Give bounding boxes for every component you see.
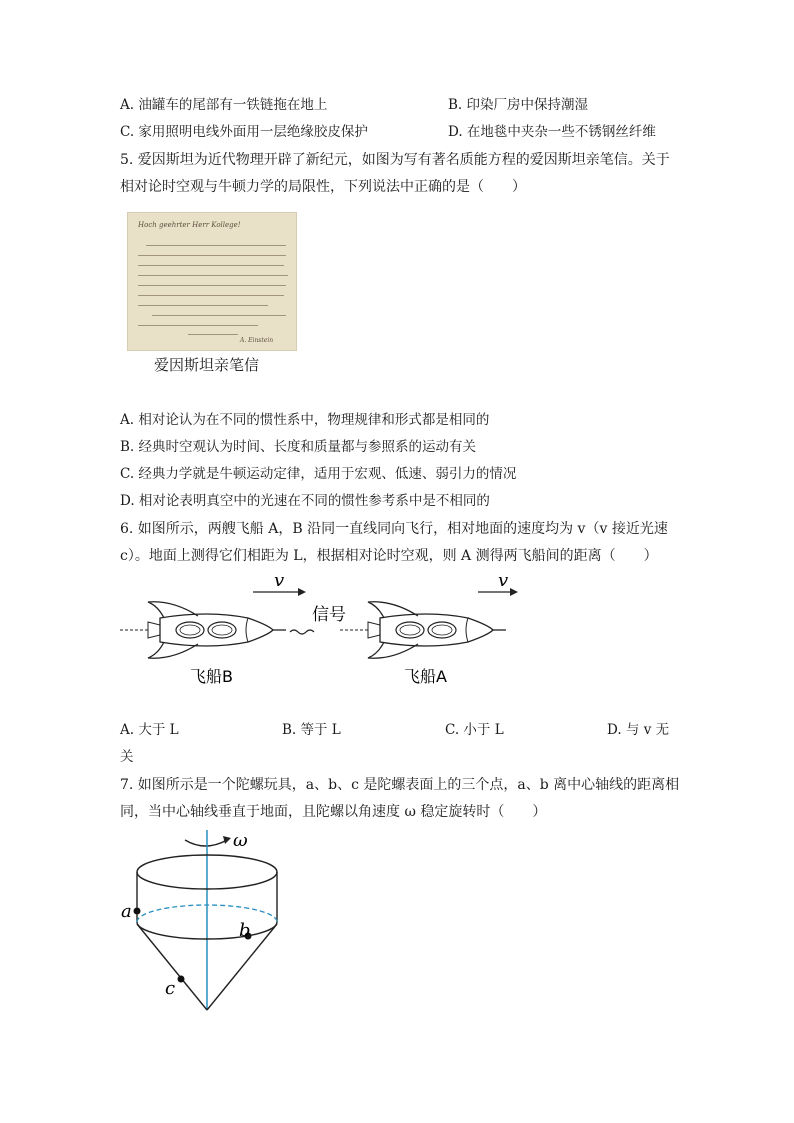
letter-caption: 爱因斯坦亲笔信 bbox=[154, 356, 260, 374]
einstein-letter-image bbox=[127, 212, 297, 351]
spaceship-a bbox=[340, 602, 506, 658]
ship-b-label: 飞船B bbox=[190, 667, 233, 686]
point-c-dot bbox=[178, 976, 185, 983]
q5-stem-line1: 5. 爱因斯坦为近代物理开辟了新纪元，如图为写有著名质能方程的爱因斯坦亲笔信。关于 bbox=[120, 152, 670, 168]
point-a-dot bbox=[134, 908, 141, 915]
q5-option-b: B. 经典时空观认为时间、长度和质量都与参照系的运动有关 bbox=[120, 439, 477, 455]
q4-option-c: C. 家用照明电线外面用一层绝缘胶皮保护 bbox=[120, 124, 368, 140]
q7-stem-line1: 7. 如图所示是一个陀螺玩具，a、b、c 是陀螺表面上的三个点，a、b 离中心轴线的距离相 bbox=[120, 777, 680, 793]
q5-stem-line2: 相对论时空观与牛顿力学的局限性，下列说法中正确的是（ ） bbox=[120, 179, 526, 195]
velocity-label-b: v bbox=[274, 570, 285, 591]
letter-signature: A. Einstein bbox=[240, 337, 274, 344]
q4-option-a: A. 油罐车的尾部有一铁链拖在地上 bbox=[120, 97, 328, 113]
q7-stem-line2: 同，当中心轴线垂直于地面，且陀螺以角速度 ω 稳定旋转时（ ） bbox=[120, 804, 547, 820]
omega-label: ω bbox=[233, 830, 248, 851]
signal-wave bbox=[290, 630, 314, 634]
q6-stem-line1: 6. 如图所示，两艘飞船 A，B 沿同一直线同向飞行，相对地面的速度均为 v（v 接近光速 bbox=[120, 521, 668, 537]
letter-greeting: Hoch geehrter Herr Kollege! bbox=[138, 221, 241, 229]
q6-option-b: B. 等于 L bbox=[282, 722, 341, 738]
rotation-arrow bbox=[185, 840, 227, 846]
velocity-label-a: v bbox=[498, 570, 509, 591]
point-b-label: b bbox=[239, 920, 251, 941]
q6-option-d-wrap: 关 bbox=[120, 749, 134, 765]
q4-option-d: D. 在地毯中夹杂一些不锈钢丝纤维 bbox=[448, 124, 656, 140]
q6-option-d: D. 与 v 无 bbox=[607, 722, 670, 738]
ship-a-label: 飞船A bbox=[404, 667, 447, 686]
q5-option-d: D. 相对论表明真空中的光速在不同的惯性参考系中是不相同的 bbox=[120, 493, 490, 509]
spinning-top-diagram bbox=[115, 826, 295, 1016]
q4-option-b: B. 印染厂房中保持潮湿 bbox=[448, 97, 589, 113]
q6-stem-line2: c）。地面上测得它们相距为 L，根据相对论时空观，则 A 测得两飞船间的距离（ ） bbox=[120, 548, 658, 564]
spaceship-b bbox=[120, 602, 286, 658]
signal-label: 信号 bbox=[312, 605, 346, 625]
point-a-label: a bbox=[121, 901, 132, 922]
q6-option-a: A. 大于 L bbox=[120, 722, 179, 738]
point-c-label: c bbox=[165, 978, 176, 999]
q6-option-c: C. 小于 L bbox=[445, 722, 504, 738]
q5-option-a: A. 相对论认为在不同的惯性系中，物理规律和形式都是相同的 bbox=[120, 412, 490, 428]
spaceships-diagram bbox=[118, 570, 518, 690]
q5-option-c: C. 经典力学就是牛顿运动定律，适用于宏观、低速、弱引力的情况 bbox=[120, 466, 517, 482]
